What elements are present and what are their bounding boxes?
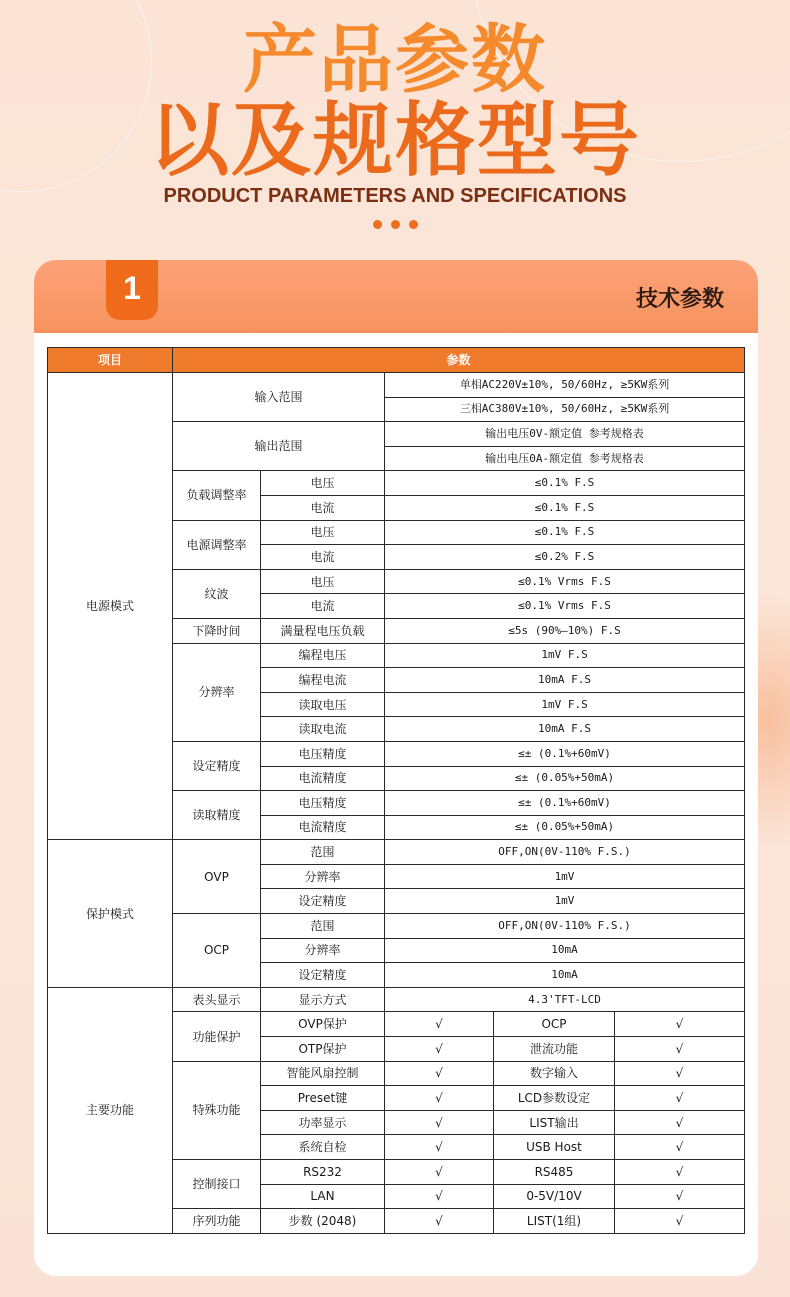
rs485-label: RS485: [494, 1160, 615, 1185]
self-test-label: 系统自检: [261, 1135, 385, 1160]
special-function-label: 特殊功能: [173, 1061, 261, 1159]
title-line-2: 以及规格型号: [149, 94, 641, 187]
current-label: 电流: [261, 495, 385, 520]
check-mark: √: [385, 1184, 494, 1209]
input-range-label: 输入范围: [173, 373, 385, 422]
voltage-accuracy-label: 电压精度: [261, 791, 385, 816]
read-current-label: 读取电流: [261, 717, 385, 742]
bleed-function-label: 泄流功能: [494, 1037, 615, 1062]
line-regulation-current: ≤0.2% F.S: [385, 545, 745, 570]
spec-card: [34, 260, 758, 1276]
current-label: 电流: [261, 594, 385, 619]
analog-interface-label: 0-5V/10V: [494, 1184, 615, 1209]
subtitle: PRODUCT PARAMETERS AND SPECIFICATIONS: [163, 185, 627, 207]
prog-voltage-value: 1mV F.S: [385, 643, 745, 668]
ripple-voltage: ≤0.1% Vrms F.S: [385, 569, 745, 594]
check-mark: √: [615, 1160, 745, 1185]
current-accuracy-label: 电流精度: [261, 815, 385, 840]
fall-time-value: ≤5s (90%—10%) F.S: [385, 618, 745, 643]
section-number-badge: 1: [106, 260, 158, 320]
group-power-mode: 电源模式: [48, 373, 173, 840]
set-current-accuracy: ≤± (0.05%+50mA): [385, 766, 745, 791]
voltage-label: 电压: [261, 569, 385, 594]
check-mark: √: [615, 1184, 745, 1209]
check-mark: √: [615, 1037, 745, 1062]
load-regulation-label: 负载调整率: [173, 471, 261, 520]
read-accuracy-label: 读取精度: [173, 791, 261, 840]
check-mark: √: [385, 1012, 494, 1037]
display-mode-value: 4.3'TFT-LCD: [385, 987, 745, 1012]
group-main-function: 主要功能: [48, 987, 173, 1233]
ocp-range-value: OFF,ON(0V-110% F.S.): [385, 914, 745, 939]
section-title: 技术参数: [635, 287, 724, 312]
header-param: 参数: [173, 348, 745, 373]
line-regulation-label: 电源调整率: [173, 520, 261, 569]
sequence-function-label: 序列功能: [173, 1209, 261, 1234]
resolution-sub-label: 分辨率: [261, 864, 385, 889]
output-range-value-2: 输出电压0A-额定值 参考规格表: [385, 446, 745, 471]
otp-protect-label: OTP保护: [261, 1037, 385, 1062]
voltage-label: 电压: [261, 471, 385, 496]
table-row: [48, 373, 745, 398]
ocp-label: OCP: [173, 914, 261, 988]
ocp-feature-label: OCP: [494, 1012, 615, 1037]
check-mark: √: [615, 1209, 745, 1234]
current-label: 电流: [261, 545, 385, 570]
line-regulation-voltage: ≤0.1% F.S: [385, 520, 745, 545]
check-mark: √: [385, 1135, 494, 1160]
voltage-label: 电压: [261, 520, 385, 545]
full-load-label: 满量程电压负载: [261, 618, 385, 643]
control-interface-label: 控制接口: [173, 1160, 261, 1209]
ovp-accuracy-value: 1mV: [385, 889, 745, 914]
list-group-label: LIST(1组): [494, 1209, 615, 1234]
usb-host-label: USB Host: [494, 1135, 615, 1160]
check-mark: √: [385, 1110, 494, 1135]
read-current-value: 10mA F.S: [385, 717, 745, 742]
meter-label: 表头显示: [173, 987, 261, 1012]
check-mark: √: [615, 1110, 745, 1135]
input-range-value-2: 三相AC380V±10%, 50/60Hz, ≥5KW系列: [385, 397, 745, 422]
prog-voltage-label: 编程电压: [261, 643, 385, 668]
check-mark: √: [615, 1135, 745, 1160]
prog-current-label: 编程电流: [261, 668, 385, 693]
set-voltage-accuracy: ≤± (0.1%+60mV): [385, 741, 745, 766]
set-accuracy-sub-label: 设定精度: [261, 963, 385, 988]
dots-divider: [373, 220, 419, 230]
group-protect-mode: 保护模式: [48, 840, 173, 988]
check-mark: √: [615, 1061, 745, 1086]
read-current-accuracy: ≤± (0.05%+50mA): [385, 815, 745, 840]
range-label: 范围: [261, 914, 385, 939]
check-mark: √: [385, 1061, 494, 1086]
lan-label: LAN: [261, 1184, 385, 1209]
ovp-resolution-value: 1mV: [385, 864, 745, 889]
card-header: [34, 260, 758, 333]
ocp-accuracy-value: 10mA: [385, 963, 745, 988]
read-voltage-value: 1mV F.S: [385, 692, 745, 717]
check-mark: √: [385, 1086, 494, 1111]
header-item: 项目: [48, 348, 173, 373]
check-mark: √: [385, 1209, 494, 1234]
resolution-sub-label: 分辨率: [261, 938, 385, 963]
output-range-label: 输出范围: [173, 422, 385, 471]
digital-input-label: 数字输入: [494, 1061, 615, 1086]
preset-key-label: Preset键: [261, 1086, 385, 1111]
read-voltage-label: 读取电压: [261, 692, 385, 717]
list-output-label: LIST输出: [494, 1110, 615, 1135]
fall-time-label: 下降时间: [173, 618, 261, 643]
fan-control-label: 智能风扇控制: [261, 1061, 385, 1086]
steps-label: 步数 (2048): [261, 1209, 385, 1234]
lcd-setting-label: LCD参数设定: [494, 1086, 615, 1111]
range-label: 范围: [261, 840, 385, 865]
ripple-current: ≤0.1% Vrms F.S: [385, 594, 745, 619]
ocp-resolution-value: 10mA: [385, 938, 745, 963]
output-range-value-1: 输出电压0V-额定值 参考规格表: [385, 422, 745, 447]
current-accuracy-label: 电流精度: [261, 766, 385, 791]
table-row: [48, 987, 745, 1012]
ripple-label: 纹波: [173, 569, 261, 618]
power-display-label: 功率显示: [261, 1110, 385, 1135]
function-protect-label: 功能保护: [173, 1012, 261, 1061]
read-voltage-accuracy: ≤± (0.1%+60mV): [385, 791, 745, 816]
resolution-label: 分辨率: [173, 643, 261, 741]
title-line-1: 产品参数: [243, 17, 547, 103]
table-row: [48, 840, 745, 865]
input-range-value-1: 单相AC220V±10%, 50/60Hz, ≥5KW系列: [385, 373, 745, 398]
load-regulation-current: ≤0.1% F.S: [385, 495, 745, 520]
set-accuracy-label: 设定精度: [173, 741, 261, 790]
prog-current-value: 10mA F.S: [385, 668, 745, 693]
voltage-accuracy-label: 电压精度: [261, 741, 385, 766]
rs232-label: RS232: [261, 1160, 385, 1185]
display-mode-label: 显示方式: [261, 987, 385, 1012]
check-mark: √: [385, 1160, 494, 1185]
ovp-protect-label: OVP保护: [261, 1012, 385, 1037]
check-mark: √: [615, 1086, 745, 1111]
ovp-range-value: OFF,ON(0V-110% F.S.): [385, 840, 745, 865]
load-regulation-voltage: ≤0.1% F.S: [385, 471, 745, 496]
set-accuracy-sub-label: 设定精度: [261, 889, 385, 914]
spec-table: [47, 347, 745, 1234]
check-mark: √: [385, 1037, 494, 1062]
ovp-label: OVP: [173, 840, 261, 914]
check-mark: √: [615, 1012, 745, 1037]
table-header-row: [48, 348, 745, 373]
